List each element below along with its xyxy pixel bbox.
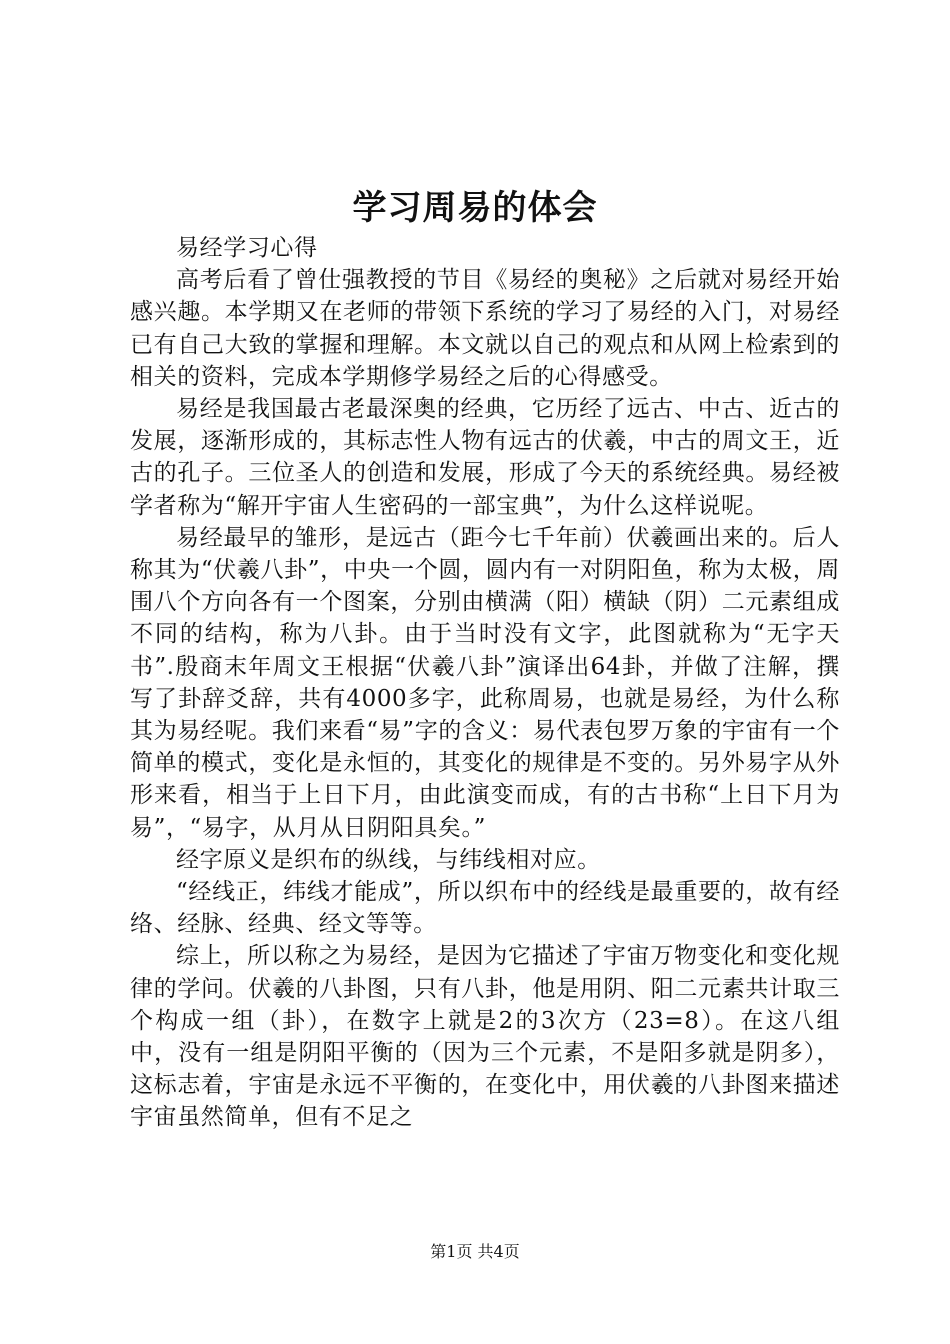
document-title: 学习周易的体会: [352, 188, 598, 228]
paragraph-4: 经字原义是织布的纵线，与纬线相对应。: [176, 846, 601, 873]
paragraph-6: 综上，所以称之为易经，是因为它描述了宇宙万物变化和变化规律的学问。伏羲的八卦图，只有八卦，他是用阴、阳二元素共计取三个构成一组（卦），在数字上就是2的3次方（23=8）。在这八组中，没有一组是阴阳平衡的（因为三个元素，不是阳多就是阴多），这标志着，宇宙是永远不平衡的，在变化中，用伏羲的八卦图来描述宇宙虽然简单，但有不足之: [130, 943, 840, 1131]
paragraph-1: 高考后看了曾仕强教授的节目《易经的奥秘》之后就对易经开始感兴趣。本学期又在老师的带领下系统的学习了易经的入门，对易经已有自己大致的掌握和理解。本文就以自己的观点和从网上检索到的相关的资料，完成本学期修学易经之后的心得感受。: [130, 267, 840, 390]
paragraph-subtitle: 易经学习心得: [176, 235, 318, 261]
document-body: [130, 232, 840, 1134]
paragraph-2: 易经是我国最古老最深奥的经典，它历经了远古、中古、近古的发展，逐渐形成的，其标志性人物有远古的伏羲，中古的周文王，近古的孔子。三位圣人的创造和发展，形成了今天的系统经典。易经被学者称为“解开宇宙人生密码的一部宝典”，为什么这样说呢。: [130, 396, 840, 519]
paragraph-5: “经线正，纬线才能成”，所以织布中的经线是最重要的，故有经络、经脉、经典、经文等等。: [130, 879, 840, 938]
page-footer: 第1页 共4页: [430, 1242, 520, 1261]
paragraph-3: 易经最早的雏形，是远古（距今七千年前）伏羲画出来的。后人称其为“伏羲八卦”，中央一个圆，圆内有一对阴阳鱼，称为太极，周围八个方向各有一个图案，分别由横满（阳）横缺（阴）二元素组成不同的结构，称为八卦。由于当时没有文字，此图就称为“无字天书”.殷商末年周文王根据“伏羲八卦”演译出64卦，并做了注解，撰写了卦辞爻辞，共有4000多字，此称周易，也就是易经，为什么称其为易经呢。我们来看“易”字的含义：易代表包罗万象的宇宙有一个简单的模式，变化是永恒的，其变化的规律是不变的。另外易字从外形来看，相当于上日下月，由此演变而成，有的古书称“上日下月为易”，“易字，从月从日阴阳具矣。”: [130, 524, 840, 841]
